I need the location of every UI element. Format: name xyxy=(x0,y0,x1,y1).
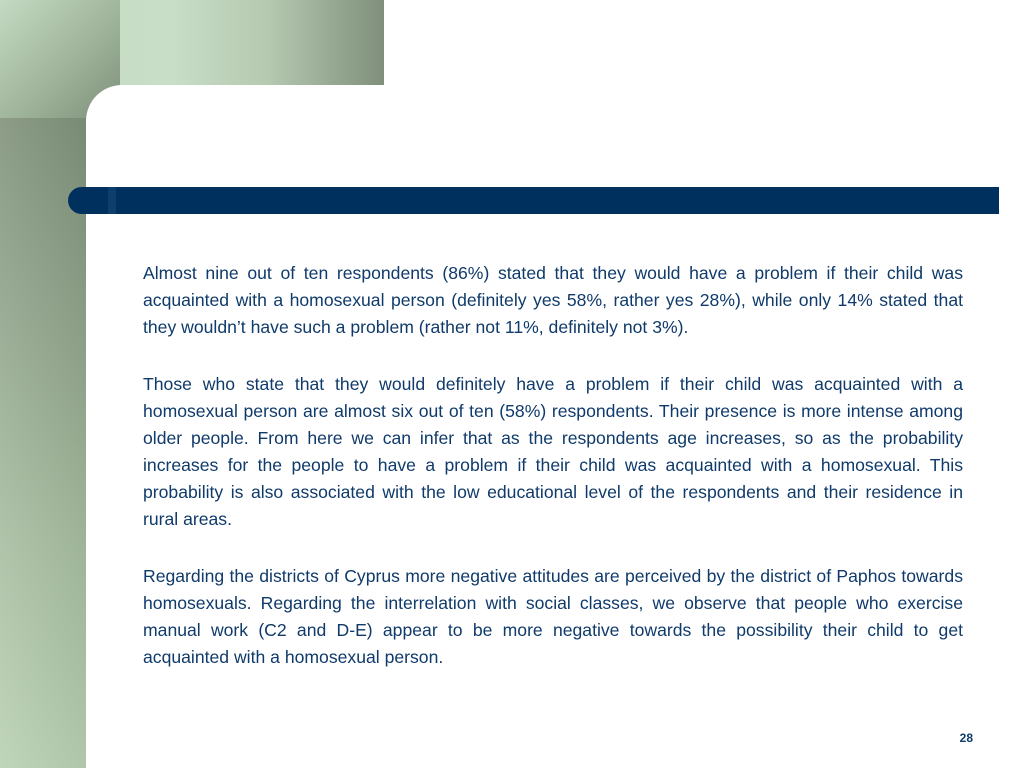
decorative-left-column-shade xyxy=(0,118,94,768)
paragraph-districts-classes: Regarding the districts of Cyprus more negative attitudes are perceived by the district of Paphos towards homosexuals. Regarding the interrelation with social classes, we observe that people who exercise manual work (C2 and D-E) appear to be more negative towards the possibility their child to get acquainted with a homosexual person. xyxy=(143,566,963,667)
title-bar-divider xyxy=(108,187,116,214)
paragraph-attitudes-summary: Almost nine out of ten respondents (86%) stated that they would have a problem if their child was acquainted with a homosexual person (definitely yes 58%, rather yes 28%), while only 14% stated that they wouldn’t have such a problem (rather not 11%, definitely not 3%). xyxy=(143,263,963,337)
slide-body-text xyxy=(143,260,963,701)
title-bar xyxy=(68,187,999,214)
page-number: 28 xyxy=(959,731,973,745)
paragraph-definite-problem: Those who state that they would definitely have a problem if their child was acquainted with a homosexual person are almost six out of ten (58%) respondents. Their presence is more intense among older people. From here we can infer that as the respondents age increases, so as the probability increases for the people to have a problem if their child was acquainted with a homosexual. This probability is also associated with the low educational level of the respondents and their residence in rural areas. xyxy=(143,374,963,529)
